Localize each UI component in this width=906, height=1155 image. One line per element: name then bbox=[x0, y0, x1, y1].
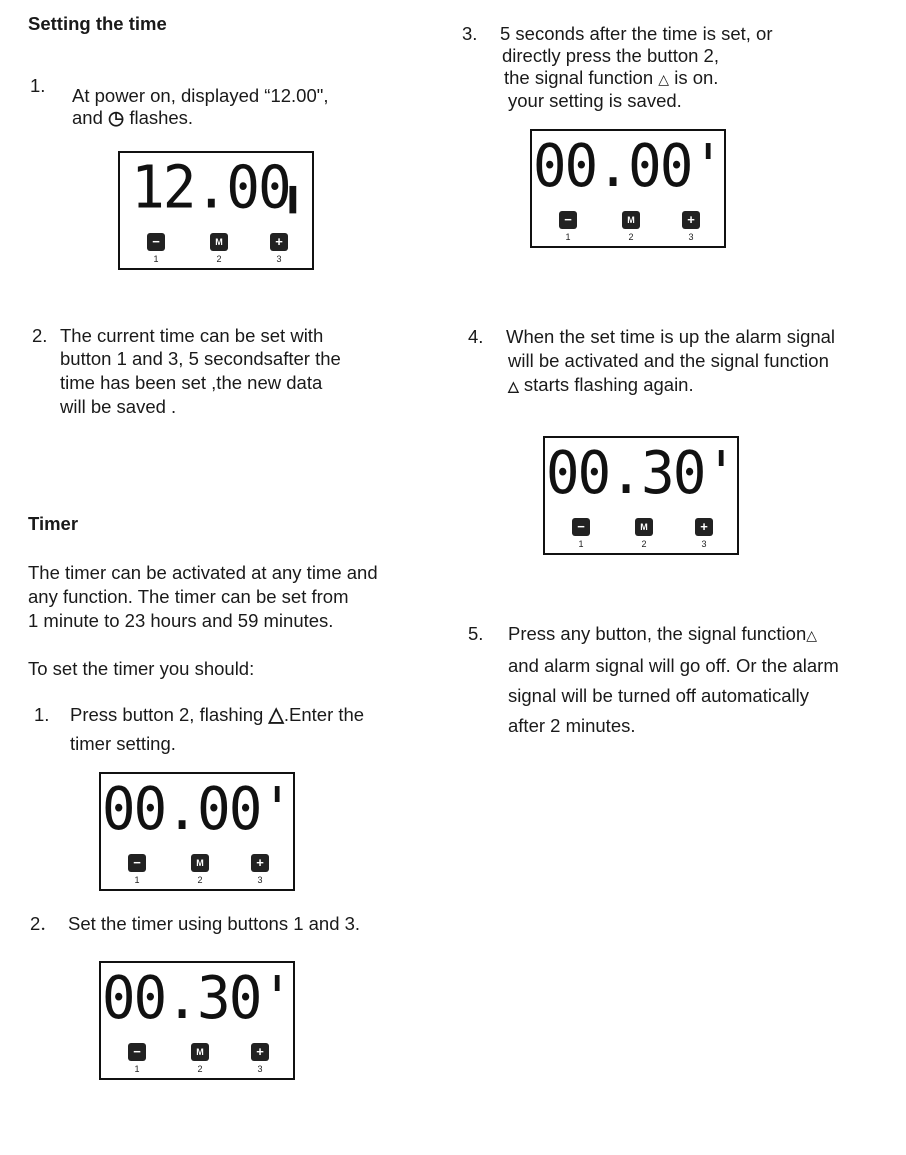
intro-text: 1 minute to 23 hours and 59 minutes. bbox=[28, 610, 334, 631]
intro-text: The timer can be activated at any time and bbox=[28, 562, 378, 583]
digits: 00.30 bbox=[101, 964, 261, 1033]
step-text: and alarm signal will go off. Or the alarm bbox=[508, 655, 839, 676]
text: and bbox=[72, 107, 103, 128]
minus-button: − bbox=[559, 211, 577, 229]
step-text bbox=[72, 106, 193, 130]
step-text: The current time can be set with bbox=[60, 325, 324, 346]
plus-button: + bbox=[682, 211, 700, 229]
button-number: 3 bbox=[257, 875, 263, 885]
intro-text: any function. The timer can be set from bbox=[28, 586, 349, 607]
step-text: signal will be turned off automatically bbox=[508, 685, 809, 706]
heading-setting-time: Setting the time bbox=[28, 13, 167, 34]
display-panel bbox=[99, 772, 295, 891]
display-digits bbox=[101, 964, 293, 1033]
minus-button: − bbox=[572, 518, 590, 536]
step-text bbox=[70, 703, 364, 728]
display-digits bbox=[545, 439, 737, 508]
display-digits bbox=[120, 154, 312, 233]
text: Press any button, the signal function bbox=[508, 623, 807, 644]
mode-button: M bbox=[210, 233, 228, 251]
step-text: after 2 minutes. bbox=[508, 715, 636, 736]
to-set-text: To set the timer you should: bbox=[28, 658, 255, 679]
display-digits bbox=[101, 775, 293, 844]
button-number: 3 bbox=[688, 232, 694, 242]
minute-indicator: ' bbox=[704, 439, 737, 508]
button-number: 2 bbox=[197, 875, 203, 885]
bell-icon: △ bbox=[658, 71, 670, 87]
button-number: 1 bbox=[134, 1064, 140, 1074]
heading-timer: Timer bbox=[28, 513, 79, 534]
step-number: 1. bbox=[34, 704, 50, 725]
step-text: will be activated and the signal function bbox=[508, 350, 829, 371]
step-number: 5. bbox=[468, 623, 484, 644]
minute-indicator: ' bbox=[260, 964, 293, 1033]
plus-button: + bbox=[270, 233, 288, 251]
button-number: 1 bbox=[134, 875, 140, 885]
button-number: 2 bbox=[628, 232, 634, 242]
step-number: 2. bbox=[32, 325, 48, 346]
digits: 00.00 bbox=[532, 132, 692, 201]
button-number: 1 bbox=[153, 254, 159, 264]
step-text bbox=[508, 373, 694, 399]
button-number: 3 bbox=[276, 254, 282, 264]
step-text: time has been set ,the new data bbox=[60, 372, 323, 393]
step-text: directly press the button 2, bbox=[502, 45, 719, 66]
button-number: 3 bbox=[701, 539, 707, 549]
button-number: 2 bbox=[216, 254, 222, 264]
step-text: Set the timer using buttons 1 and 3. bbox=[68, 913, 361, 934]
button-number: 2 bbox=[197, 1064, 203, 1074]
bell-icon: △ bbox=[806, 627, 818, 643]
minus-button: − bbox=[128, 1043, 146, 1061]
step-number: 2． bbox=[30, 913, 59, 934]
step-text: When the set time is up the alarm signal bbox=[506, 326, 836, 347]
step-number: 3. bbox=[462, 23, 478, 44]
text: Press button 2, flashing bbox=[70, 704, 264, 725]
plus-button: + bbox=[695, 518, 713, 536]
display-panel bbox=[118, 151, 314, 270]
minute-indicator: ' bbox=[691, 132, 724, 201]
mode-button: M bbox=[635, 518, 653, 536]
step-number: 1. bbox=[30, 75, 46, 96]
text: .Enter the bbox=[283, 704, 365, 725]
display-panel bbox=[99, 961, 295, 1080]
display-panel bbox=[543, 436, 739, 555]
text: is on. bbox=[674, 67, 719, 88]
mode-button: M bbox=[191, 854, 209, 872]
button-number: 3 bbox=[257, 1064, 263, 1074]
display-digits bbox=[532, 132, 724, 201]
step-text: your setting is saved. bbox=[508, 90, 682, 111]
clock-icon: ◷ bbox=[108, 107, 125, 128]
button-number: 1 bbox=[578, 539, 584, 549]
step-text bbox=[508, 622, 817, 648]
digits: 00.00 bbox=[101, 775, 261, 844]
bell-icon: △ bbox=[268, 704, 284, 726]
minus-button: − bbox=[147, 233, 165, 251]
text: flashes. bbox=[129, 107, 194, 128]
digits: 00.30 bbox=[545, 439, 705, 508]
bell-icon: △ bbox=[508, 378, 519, 394]
step-text bbox=[504, 66, 718, 92]
plus-button: + bbox=[251, 1043, 269, 1061]
step-text: At power on, displayed “12.00", bbox=[72, 85, 329, 106]
step-text: 5 seconds after the time is set, or bbox=[500, 23, 773, 44]
button-number: 1 bbox=[565, 232, 571, 242]
text: starts flashing again. bbox=[523, 374, 694, 395]
minute-indicator: ' bbox=[260, 775, 293, 844]
digits: 12.00 bbox=[131, 154, 290, 223]
mode-button: M bbox=[191, 1043, 209, 1061]
step-text: timer setting. bbox=[70, 733, 176, 754]
text: the signal function bbox=[504, 67, 654, 88]
clock-indicator: ▌ bbox=[289, 187, 301, 214]
button-number: 2 bbox=[641, 539, 647, 549]
minus-button: − bbox=[128, 854, 146, 872]
step-text: will be saved . bbox=[60, 396, 177, 417]
plus-button: + bbox=[251, 854, 269, 872]
step-text: button 1 and 3, 5 secondsafter the bbox=[60, 348, 341, 369]
mode-button: M bbox=[622, 211, 640, 229]
display-panel bbox=[530, 129, 726, 248]
step-number: 4. bbox=[468, 326, 484, 347]
